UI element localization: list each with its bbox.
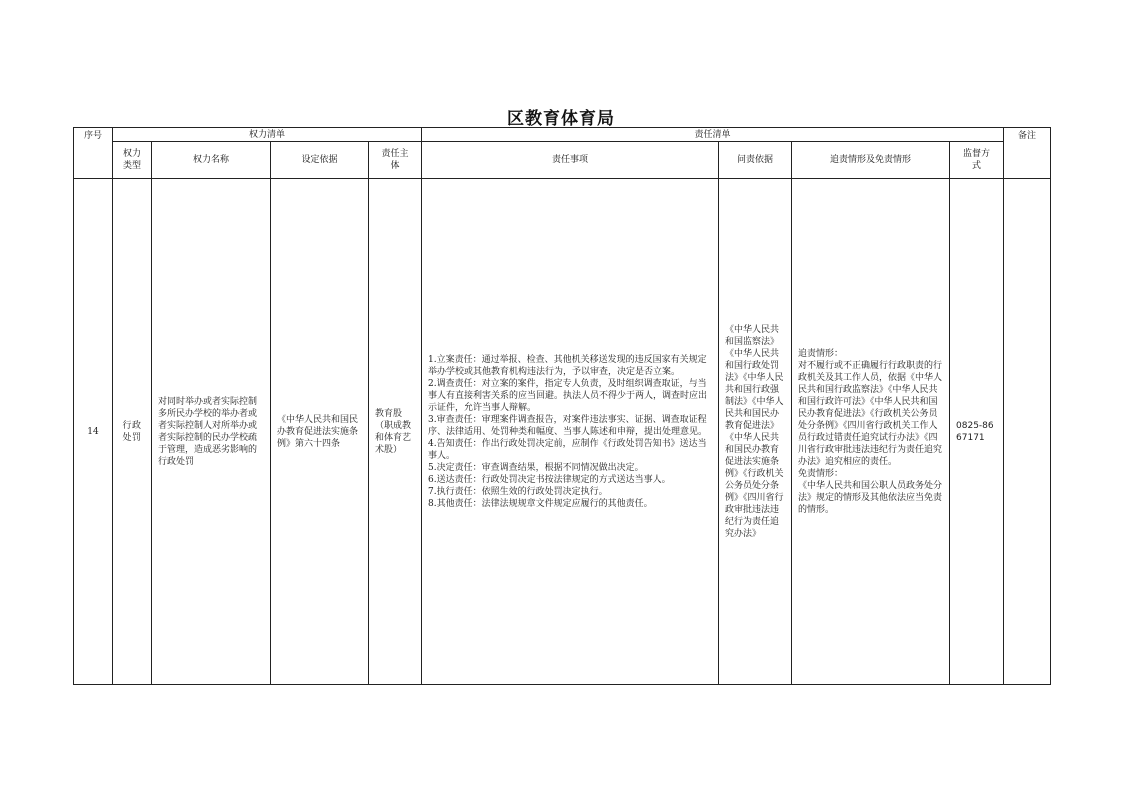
header-basis: 设定依据: [271, 142, 369, 179]
cell-supervision: 0825-86 67171: [950, 179, 1004, 685]
cell-seq: 14: [74, 179, 113, 685]
header-seq: 序号: [74, 128, 113, 179]
header-remarks: 备注: [1004, 128, 1051, 179]
cell-power-name: 对同时举办或者实际控制多所民办学校的举办者或者实际控制人对所举办或者实际控制的民办学校疏于管理，造成恶劣影响的行政处罚: [152, 179, 271, 685]
page-title: 区教育体育局: [507, 109, 615, 129]
cell-power-type: 行政 处罚: [113, 179, 152, 685]
header-supervision: 监督方 式: [950, 142, 1004, 179]
cell-matters: 1.立案责任：通过举报、检查、其他机关移送发现的违反国家有关规定举办学校或其他教育机构违法行为，予以审查，决定是否立案。 2.调查责任：对立案的案件，指定专人负责，及时组织调查取证，与当事人有直接利害关系的应当回避。执法人员不得少于两人，调查时应出示证件，允许当事人辩解。 3.审查责任：审理案件调查报告，对案件违法事实、证据、调查取证程序、法律适用、处罚种类和幅度、当事人陈述和申辩，提出处理意见。 4.告知责任：作出行政处罚决定前，应制作《行政处罚告知书》送达当事人。 5.决定责任：审查调查结果，根据不同情况做出决定。 6.送达责任：行政处罚决定书按法律规定的方式送达当事人。 7.执行责任：依照生效的行政处罚决定执行。 8.其他责任：法律法规规章文件规定应履行的其他责任。: [422, 179, 719, 685]
header-circumstances: 追责情形及免责情形: [792, 142, 950, 179]
table-row: [74, 179, 1051, 685]
header-matters: 责任事项: [422, 142, 719, 179]
cell-subject: 教育股（职成教和体育艺术股）: [369, 179, 422, 685]
responsibility-table: [73, 127, 1051, 685]
cell-remarks: [1004, 179, 1051, 685]
cell-basis: 《中华人民共和国民办教育促进法实施条例》第六十四条: [271, 179, 369, 685]
header-group-power-list: 权力清单: [113, 128, 422, 142]
header-subject: 责任主 体: [369, 142, 422, 179]
header-group-responsibility-list: 责任清单: [422, 128, 1004, 142]
header-power-type: 权力 类型: [113, 142, 152, 179]
header-accountability-basis: 问责依据: [719, 142, 792, 179]
cell-circumstances: 追责情形： 对不履行或不正确履行行政职责的行政机关及其工作人员，依据《中华人民共和国行政监察法》《中华人民共和国行政许可法》《中华人民共和国民办教育促进法》《行政机关公务员处分条例》《四川省行政机关工作人员行政过错责任追究试行办法》《四川省行政审批违法违纪行为责任追究办法》追究相应的责任。 免责情形： 《中华人民共和国公职人员政务处分法》规定的情形及其他依法应当免责的情形。: [792, 179, 950, 685]
cell-accountability-basis: 《中华人民共和国监察法》《中华人民共和国行政处罚法》《中华人民共和国行政强制法》《中华人民共和国民办教育促进法》《中华人民共和国民办教育促进法实施条例》《行政机关公务员处分条例》《四川省行政审批违法违纪行为责任追究办法》: [719, 179, 792, 685]
header-power-name: 权力名称: [152, 142, 271, 179]
